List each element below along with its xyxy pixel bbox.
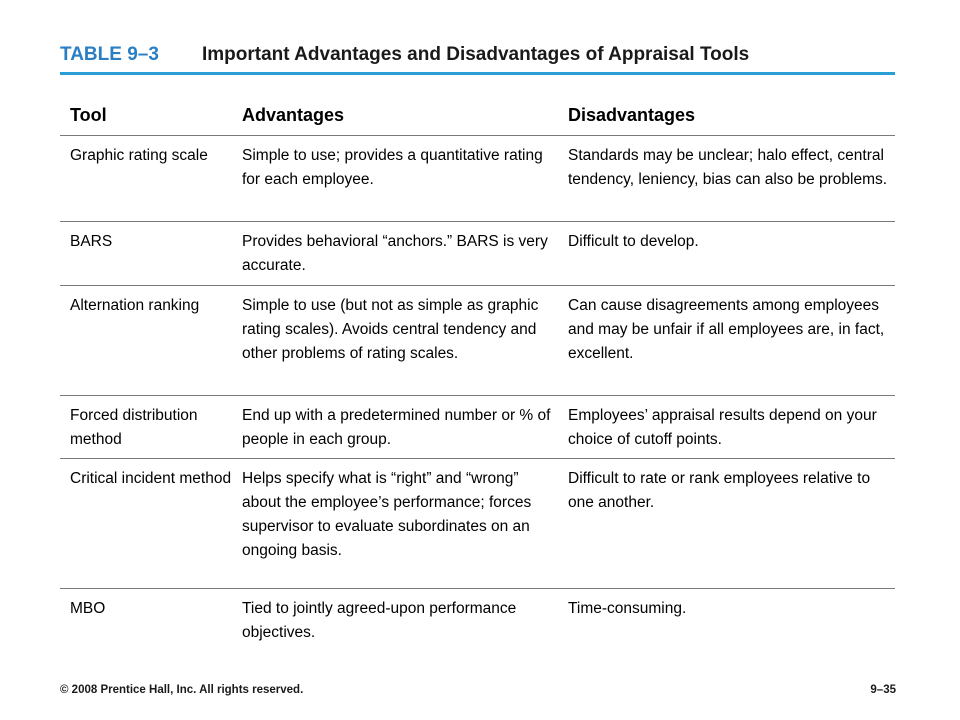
table-header-row [60, 95, 895, 136]
advantages-cell: Simple to use; provides a quantitative rating for each employee. [242, 147, 543, 188]
disadvantages-cell: Difficult to develop. [568, 233, 699, 250]
page-number: 9–35 [870, 684, 896, 696]
table-row [60, 136, 895, 222]
table-row [60, 396, 895, 459]
header-tool: Tool [70, 104, 107, 125]
disadvantages-cell: Employees’ appraisal results depend on your choice of cutoff points. [568, 407, 877, 448]
disadvantages-cell: Time-consuming. [568, 600, 687, 617]
advantages-cell: Helps specify what is “right” and “wrong” about the employee’s performance; forces supervisor to evaluate subordinates on an ongoing basis. [242, 470, 532, 559]
table-title-text: Important Advantages and Disadvantages of Appraisal Tools [202, 44, 750, 65]
advantages-cell: End up with a predetermined number or % of people in each group. [242, 407, 551, 448]
table-number: TABLE 9–3 [60, 44, 159, 65]
header-disadvantages: Disadvantages [568, 104, 696, 125]
tool-cell: Alternation ranking [70, 297, 200, 314]
tool-cell: MBO [70, 600, 106, 617]
table-row [60, 286, 895, 396]
tool-cell: Critical incident method [70, 470, 232, 487]
table-row [60, 589, 895, 653]
disadvantages-cell: Difficult to rate or rank employees relative to one another. [568, 470, 871, 511]
header-advantages: Advantages [242, 104, 345, 125]
copyright-notice: © 2008 Prentice Hall, Inc. All rights reserved. [60, 684, 304, 696]
advantages-cell: Provides behavioral “anchors.” BARS is very accurate. [242, 233, 548, 274]
title-rule [60, 72, 895, 75]
advantages-cell: Tied to jointly agreed-upon performance objectives. [242, 600, 517, 641]
tool-cell: BARS [70, 233, 113, 250]
appraisal-tools-table [60, 95, 895, 653]
disadvantages-cell: Can cause disagreements among employees and may be unfair if all employees are, in fact, excellent. [568, 297, 885, 362]
table-row [60, 459, 895, 589]
table-title [60, 44, 894, 72]
tool-cell: Forced distribution method [70, 407, 198, 448]
tool-cell: Graphic rating scale [70, 147, 208, 164]
advantages-cell: Simple to use (but not as simple as graphic rating scales). Avoids central tendency and other problems of rating scales. [242, 297, 539, 362]
disadvantages-cell: Standards may be unclear; halo effect, central tendency, leniency, bias can also be problems. [568, 147, 888, 188]
table-row [60, 222, 895, 286]
